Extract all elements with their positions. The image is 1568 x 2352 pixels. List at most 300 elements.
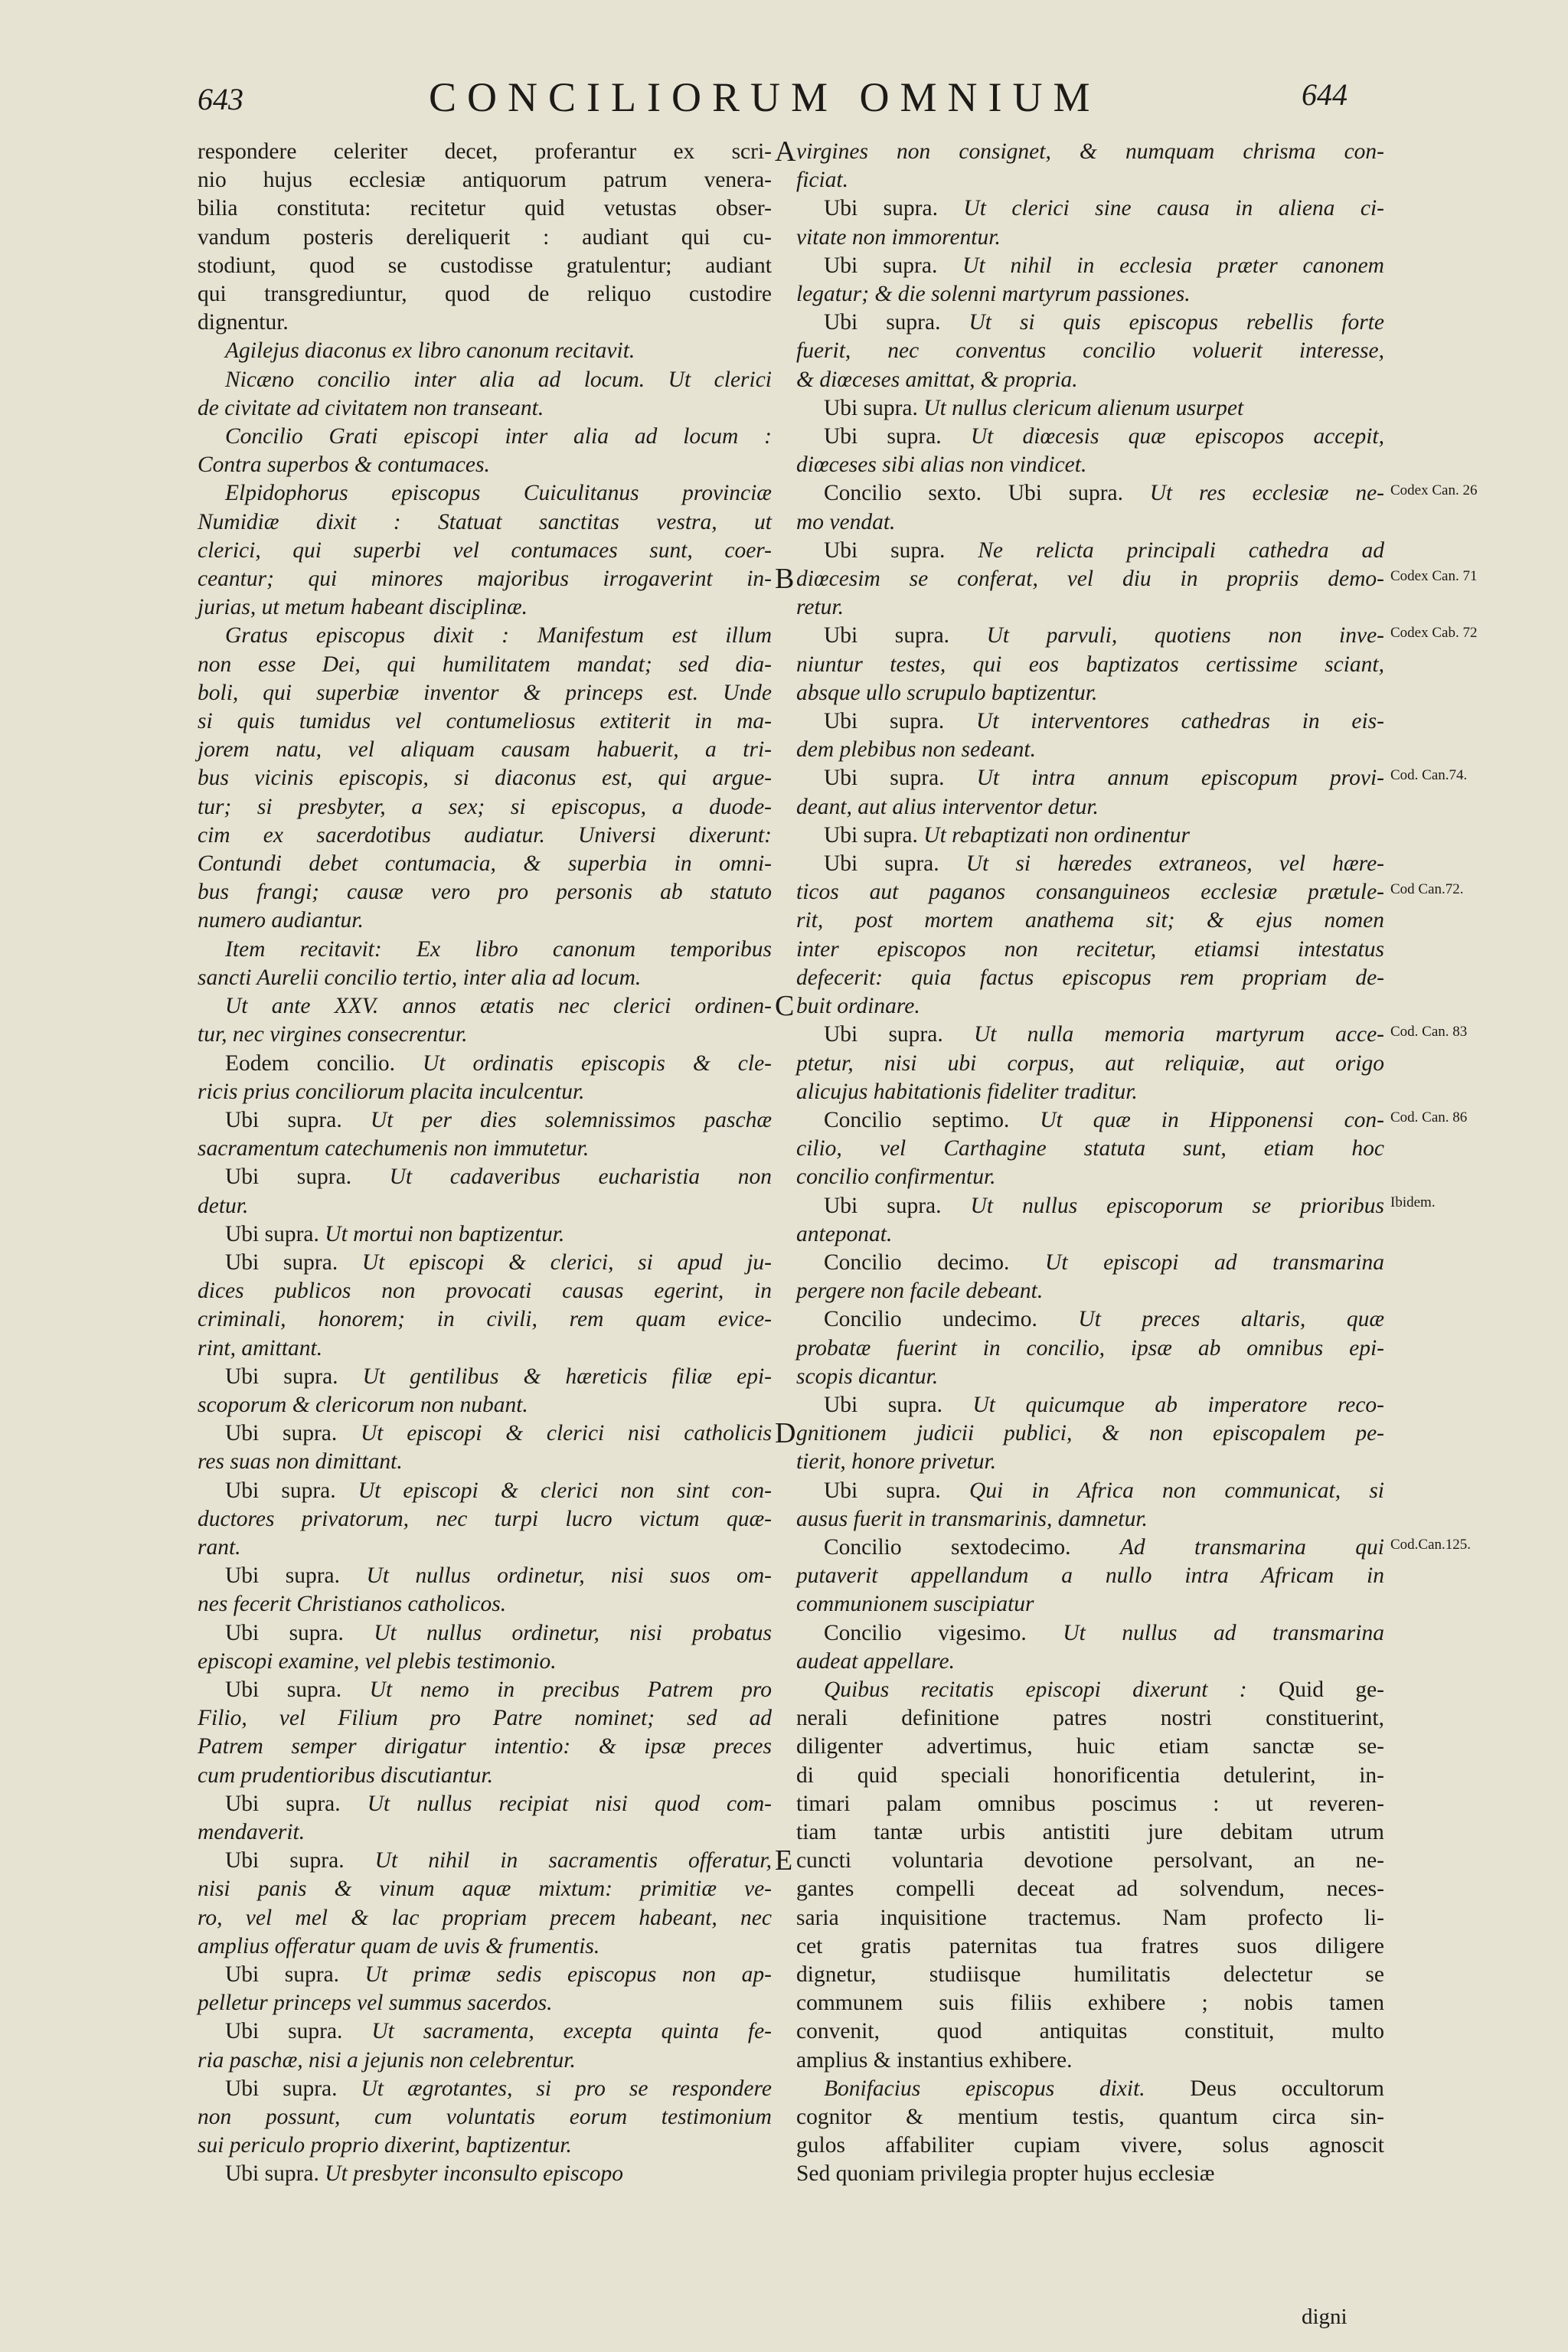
text-line [796,537,1384,565]
text-line [198,1790,772,1818]
line-text: retur. [796,595,844,620]
text-line [796,1790,1384,1818]
line-italic-part: Ut sacramenta, excepta quinta fe- [371,2019,772,2044]
line-upright-part: Concilio septimo. [824,1107,1040,1132]
line-text: gantes compelli deceat ad solvendum, neces- [796,1877,1384,1902]
text-line [198,309,772,337]
line-text: alicujus habitationis fideliter traditur. [796,1079,1138,1104]
line-upright-part: Eodem concilio. [225,1050,423,1076]
text-line [198,2103,772,2132]
text-line [796,1704,1384,1733]
line-upright-part: Ubi supra. [225,1364,363,1389]
line-text: anteponat. [796,1221,893,1246]
text-line [796,793,1384,822]
line-italic-part: Bonifacius episcopus dixit. [824,2076,1191,2101]
text-line [796,479,1384,508]
line-text: criminali, honorem; in civili, rem quam evice- [198,1307,772,1332]
margin-note: Codex Cab. 72 [1390,625,1478,642]
text-line [198,1534,772,1562]
line-text: diœceses sibi alias non vindicet. [796,452,1087,478]
text-line [198,1733,772,1761]
text-line [796,2132,1384,2160]
text-line [198,2132,772,2160]
text-line [198,736,772,764]
line-text: detur. [198,1193,249,1218]
line-italic-part: Ut rebaptizati non ordinentur [923,822,1191,848]
text-line [796,936,1384,964]
line-text: mo vendat. [796,509,896,534]
line-text: rit, post mortem anathema sit; & ejus nomen [796,908,1384,933]
line-upright-part: Quid ge- [1278,1677,1384,1702]
line-upright-part: Ubi supra. [225,1421,361,1446]
line-text: cet gratis paternitas tua fratres suos diligere [796,1933,1384,1958]
text-line [198,423,772,451]
text-line [796,1562,1384,1590]
text-line [796,451,1384,479]
text-line [796,1590,1384,1619]
line-italic-part: Ut nullus ordinetur, nisi probatus [374,1620,773,1645]
right-column [796,138,1384,2189]
line-text: sancti Aurelii concilio tertio, inter alia ad locum. [198,965,642,990]
line-text: scoporum & clericorum non nubant. [198,1392,528,1417]
line-text: amplius offeratur quam de uvis & frumentis. [198,1933,600,1958]
text-line [796,2017,1384,2046]
line-text: ficiat. [796,168,849,193]
line-upright-part: Ubi supra. [824,766,977,791]
line-italic-part: Ut nullus ad transmarina [1063,1620,1384,1645]
line-italic-part: Ut presbyter inconsulto episcopo [325,2161,624,2187]
line-upright-part: Ubi supra. [824,537,978,563]
text-line [796,2160,1384,2188]
line-italic-part: Ut episcopi & clerici non sint con- [358,1478,772,1503]
line-text: saria inquisitione tractemus. Nam profecto li- [796,1905,1384,1930]
line-italic-part: Ad transmarina qui [1119,1534,1384,1560]
line-text: cognitor & mentium testis, quantum circa sin- [796,2105,1384,2130]
text-line [796,850,1384,878]
line-text: non esse Dei, qui humilitatem mandat; sed dia- [198,652,772,677]
line-italic-part: Ut quicumque ab imperatore reco- [972,1392,1384,1417]
section-marker-c: C [775,990,795,1022]
line-upright-part: Ubi supra. [824,709,977,734]
line-italic-part: Ut res ecclesiæ ne- [1149,481,1384,506]
line-text: gnitionem judicii publici, & non episcopalem pe- [796,1421,1384,1446]
text-line [796,1505,1384,1534]
text-line [198,964,772,992]
line-italic-part: Ut quæ in Hipponensi con- [1040,1107,1384,1132]
page-number-left: 643 [198,82,243,116]
line-text: defecerit: quia factus episcopus rem propriam de- [796,965,1384,990]
line-upright-part: Ubi supra. [824,623,987,648]
line-text: niuntur testes, qui eos baptizatos certissime sciant, [796,652,1384,677]
line-text: numero audiantur. [198,908,364,933]
line-text: vitate non immorentur. [796,224,1001,250]
text-line [198,1050,772,1078]
line-text: gulos affabiliter cupiam vivere, solus agnoscit [796,2133,1384,2158]
line-text: non possunt, cum voluntatis eorum testimonium [198,2105,772,2130]
text-line [796,1305,1384,1334]
text-line [198,1477,772,1505]
line-text: virgines non consignet, & numquam chrisma con- [796,139,1384,164]
line-text: communionem suscipiatur [796,1592,1034,1617]
text-line [796,280,1384,309]
line-upright-part: Ubi supra. [824,1478,969,1503]
text-line [198,1904,772,1932]
line-text: dignentur. [198,310,289,335]
text-line [796,1106,1384,1135]
text-line [198,337,772,365]
text-line [796,1648,1384,1676]
line-text: jorem natu, vel aliquam causam habuerit, a tri- [198,737,772,763]
text-line [796,822,1384,850]
text-line [198,508,772,537]
text-line [198,252,772,280]
line-italic-part: Ut nihil in ecclesia præter canonem [962,253,1384,278]
text-line [198,1078,772,1106]
text-line [796,2075,1384,2103]
line-italic-part: Ut clerici sine causa in aliena ci- [963,196,1384,221]
line-upright-part: Ubi supra. [225,1250,362,1275]
text-line [198,2017,772,2046]
text-line [796,194,1384,223]
section-marker-d: D [775,1417,796,1449]
line-text: qui transgrediuntur, quod de reliquo custodire [198,282,772,307]
text-line [796,707,1384,736]
text-line [198,1163,772,1191]
text-line [796,252,1384,280]
line-text: tur; si presbyter, a sex; si episcopus, a duode- [198,794,772,819]
text-line [198,707,772,736]
line-text: cilio, vel Carthagine statuta sunt, etiam hoc [796,1136,1384,1161]
line-text: bus vicinis episcopis, si diaconus est, qui argue- [198,766,772,791]
line-upright-part: Ubi supra. [824,822,924,848]
line-upright-part: Concilio vigesimo. [824,1620,1063,1645]
line-upright-part: Ubi supra. [225,2019,372,2044]
text-line [198,1448,772,1476]
margin-note: Ibidem. [1390,1194,1436,1211]
line-upright-part: Ubi supra. [225,1478,358,1503]
text-line [198,992,772,1021]
text-line [796,679,1384,707]
text-line [796,1847,1384,1875]
line-upright-part: Ubi supra. [225,1677,370,1702]
line-upright-part: Ubi supra. [824,424,971,449]
line-text: ricis prius conciliorum placita inculcentur. [198,1079,585,1104]
line-text: rant. [198,1534,241,1560]
text-line [796,1676,1384,1704]
text-line [198,537,772,565]
text-line [796,1021,1384,1049]
line-upright-part: Ubi supra. [225,1221,325,1246]
line-italic-part: Ut interventores cathedras in eis- [976,709,1384,734]
text-line [796,1220,1384,1249]
line-upright-part: Ubi supra. [824,253,963,278]
text-line [198,822,772,850]
line-italic-part: Ut nullus ordinetur, nisi suos om- [366,1563,772,1589]
line-text: Elpidophorus episcopus Cuiculitanus provinciæ [225,481,772,506]
text-line [796,2047,1384,2075]
line-upright-part: Ubi supra. [225,1620,374,1645]
line-text: amplius & instantius exhibere. [796,2047,1073,2073]
text-line [198,2160,772,2188]
text-line [796,1050,1384,1078]
line-upright-part: Ubi supra. [225,1563,367,1589]
line-text: diligenter advertimus, huic etiam sanctæ se- [796,1734,1384,1759]
text-line [198,194,772,223]
running-header [0,74,1568,135]
text-line [198,1334,772,1363]
text-line [198,1106,772,1135]
text-line [198,224,772,252]
line-text: tiam tantæ urbis antistiti jure debitam utrum [796,1819,1384,1844]
line-italic-part: Ut parvuli, quotiens non inve- [986,623,1384,648]
line-text: ductores privatorum, nec turpi lucro victum quæ- [198,1506,772,1531]
text-line [198,1590,772,1619]
text-line [796,1619,1384,1648]
text-line [198,1648,772,1676]
line-italic-part: Ut episcopi & clerici nisi catholicis [360,1421,772,1446]
text-line [198,1989,772,2017]
text-line [796,1932,1384,1961]
text-line [796,1078,1384,1106]
line-text: Sed quoniam privilegia propter hujus ecclesiæ [796,2161,1215,2187]
text-line [796,906,1384,935]
margin-note: Cod. Can. 83 [1390,1024,1468,1040]
line-italic-part: Ut primæ sedis episcopus non ap- [364,1962,773,1987]
text-line [796,166,1384,194]
text-line [198,1818,772,1847]
line-upright-part: Concilio sextodecimo. [824,1534,1120,1560]
line-text: communem suis filiis exhibere ; nobis tamen [796,1991,1384,2016]
text-line [198,679,772,707]
text-line [198,1391,772,1419]
line-text: diœcesim se conferat, vel diu in propriis demo- [796,567,1384,592]
text-line [198,593,772,622]
line-text: respondere celeriter decet, proferantur ex scri- [198,139,772,164]
line-text: concilio confirmentur. [796,1165,996,1190]
margin-note: Cod. Can. 86 [1390,1109,1468,1125]
line-text: Nicæno concilio inter alia ad locum. Ut clerici [225,367,772,392]
line-italic-part: Ut preces altaris, quæ [1078,1307,1384,1332]
text-line [796,764,1384,792]
text-line [198,1021,772,1049]
line-text: Contra superbos & contumaces. [198,452,490,478]
text-line [796,2103,1384,2132]
text-line [796,1762,1384,1790]
line-text: ceantur; qui minores majoribus irrogaverint in- [198,567,772,592]
line-italic-part: Ut nullus recipiat nisi quod com- [367,1791,772,1816]
line-text: si quis tumidus vel contumeliosus extiterit in ma- [198,709,772,734]
line-text: deant, aut alius interventor detur. [796,794,1099,819]
text-line [796,1192,1384,1220]
text-line [796,1363,1384,1391]
line-text: fuerit, nec conventus concilio voluerit interesse, [796,338,1384,364]
text-line [796,1904,1384,1932]
text-line [198,878,772,906]
margin-note: Cod Can.72. [1390,881,1464,898]
line-text: cim ex sacerdotibus audiatur. Universi dixerunt: [198,822,772,848]
text-line [198,166,772,194]
margin-note: Codex Can. 71 [1390,568,1478,584]
text-line [198,1135,772,1163]
line-text: nio hujus ecclesiæ antiquorum patrum venera- [198,168,772,193]
line-text: tierit, honore privetur. [796,1449,997,1475]
text-line [796,992,1384,1021]
line-text: dem plebibus non sedeant. [796,737,1036,763]
left-column [198,138,772,2189]
catchword: digni [1302,2305,1348,2329]
line-italic-part: Ut si hæredes extraneos, vel hære- [965,851,1384,877]
text-line [796,1989,1384,2017]
text-line [796,565,1384,593]
text-line [796,593,1384,622]
line-text: sui periculo proprio dixerint, baptizentur. [198,2133,572,2158]
line-text: stodiunt, quod se custodisse gratulentur; audiant [198,253,772,278]
line-upright-part: Ubi supra. [225,1107,371,1132]
text-line [796,964,1384,992]
line-italic-part: Ut ordinatis episcopis & cle- [423,1050,772,1076]
page-number-right: 644 [1302,77,1348,112]
line-text: absque ullo scrupulo baptizentur. [796,680,1098,705]
line-text: jurias, ut metum habeant disciplinæ. [198,595,528,620]
line-text: ro, vel mel & lac propriam precem habeant, nec [198,1905,772,1930]
line-text: nerali definitione patres nostri constituerint, [796,1706,1384,1731]
running-title: CONCILIORUM OMNIUM [429,74,1101,120]
line-upright-part: Ubi supra. [824,196,964,221]
line-upright-part: Ubi supra. [824,1193,971,1218]
text-line [796,508,1384,537]
line-text: pergere non facile debeant. [796,1279,1044,1304]
text-line [796,1249,1384,1277]
text-line [198,936,772,964]
line-italic-part: Ut intra annum episcopum provi- [976,766,1385,791]
text-line [796,309,1384,337]
line-italic-part: Ut per dies solemnissimos paschæ [370,1107,772,1132]
text-line [796,224,1384,252]
text-line [198,1363,772,1391]
line-text: putaverit appellandum a nullo intra Africam in [796,1563,1384,1589]
text-line [198,793,772,822]
section-marker-a: A [775,136,796,168]
line-text: ausus fuerit in transmarinis, damnetur. [796,1506,1148,1531]
line-italic-part: Ut mortui non baptizentur. [325,1221,565,1246]
line-italic-part: Ut gentilibus & hæreticis filiæ epi- [362,1364,772,1389]
line-upright-part: Ubi supra. [225,1791,368,1816]
line-italic-part: Ut nullus clericum alienum usurpet [923,395,1244,420]
text-line [198,1961,772,1989]
line-italic-part: Quibus recitatis episcopi dixerunt : [824,1677,1279,1702]
text-line [198,1932,772,1961]
text-line [796,878,1384,906]
text-line [796,138,1384,166]
text-line [198,622,772,650]
line-upright-part: Deus occultorum [1190,2076,1384,2101]
line-text: Agilejus diaconus ex libro canonum recitavit. [225,338,635,364]
line-text: rint, amittant. [198,1335,323,1361]
line-italic-part: Ut ægrotantes, si pro se respondere [361,2076,772,2101]
text-line [198,764,772,792]
line-upright-part: Concilio undecimo. [824,1307,1079,1332]
text-line [796,423,1384,451]
section-marker-b: B [775,563,795,595]
text-line [198,2047,772,2075]
text-line [796,1277,1384,1305]
line-italic-part: Ut nulla memoria martyrum acce- [973,1022,1384,1047]
text-line [198,1505,772,1534]
line-text: bus frangi; causæ vero pro personis ab statuto [198,880,772,905]
line-upright-part: Ubi supra. [824,851,966,877]
line-text: Numidiæ dixit : Statuat sanctitas vestra, ut [198,509,772,534]
line-text: ticos aut paganos consanguineos ecclesiæ prætule- [796,880,1384,905]
line-text: pelletur princeps vel summus sacerdos. [198,1991,553,2016]
text-line [198,479,772,508]
text-line [198,1619,772,1648]
line-italic-part: Ut nemo in precibus Patrem pro [369,1677,772,1702]
line-italic-part: Ut episcopi ad transmarina [1045,1250,1385,1275]
line-italic-part: Ut nullus episcoporum se prioribus [970,1193,1384,1218]
text-line [198,651,772,679]
line-text: Ut ante XXV. annos ætatis nec clerici ordinen- [225,994,772,1019]
text-line [198,1676,772,1704]
line-text: audeat appellare. [796,1648,956,1674]
text-line [796,1534,1384,1562]
line-text: buit ordinare. [796,994,920,1019]
line-upright-part: Ubi supra. [824,310,969,335]
line-text: probatæ fuerint in concilio, ipsæ ab omnibus epi- [796,1335,1384,1361]
text-line [796,394,1384,423]
text-line [796,1163,1384,1191]
line-text: ptetur, nisi ubi corpus, aut reliquiæ, aut origo [796,1050,1384,1076]
line-italic-part: Qui in Africa non communicat, si [969,1478,1384,1503]
text-line [198,1305,772,1334]
line-text: inter episcopos non recitetur, etiamsi intestatus [796,936,1384,962]
line-upright-part: Ubi supra. [824,1392,973,1417]
line-text: nes fecerit Christianos catholicos. [198,1592,507,1617]
line-italic-part: Ut cadaveribus eucharistia non [389,1165,772,1190]
text-line [198,1277,772,1305]
text-line [198,850,772,878]
line-upright-part: Ubi supra. [225,1962,365,1987]
line-text: dices publicos non provocati causas egerint, in [198,1279,772,1304]
text-line [796,1733,1384,1761]
line-text: di quid speciali honorificentia detulerint, in- [796,1762,1384,1788]
line-text: de civitate ad civitatem non transeant. [198,395,544,420]
line-text: legatur; & die solenni martyrum passiones. [796,282,1191,307]
line-upright-part: Ubi supra. [225,2076,361,2101]
text-line [796,1477,1384,1505]
line-upright-part: Ubi supra. [824,1022,974,1047]
text-line [796,736,1384,764]
line-italic-part: Ut episcopi & clerici, si apud ju- [361,1250,772,1275]
line-text: cuncti voluntaria devotione persolvant, an ne- [796,1848,1384,1873]
text-line [198,280,772,309]
text-line [198,1249,772,1277]
text-line [796,622,1384,650]
line-text: nisi panis & vinum aquæ mixtum: primitiæ ve- [198,1877,772,1902]
text-line [796,1419,1384,1448]
text-line [198,1220,772,1249]
text-line [796,1448,1384,1476]
text-line [198,1762,772,1790]
line-text: res suas non dimittant. [198,1449,403,1475]
line-text: Gratus episcopus dixit : Manifestum est illum [225,623,772,648]
text-line [796,1875,1384,1903]
text-line [198,1419,772,1448]
line-text: mendaverit. [198,1819,305,1844]
line-text: timari palam omnibus poscimus : ut reveren- [796,1791,1384,1816]
text-line [796,366,1384,394]
line-upright-part: Concilio sexto. Ubi supra. [824,481,1150,506]
section-marker-e: E [775,1844,793,1877]
